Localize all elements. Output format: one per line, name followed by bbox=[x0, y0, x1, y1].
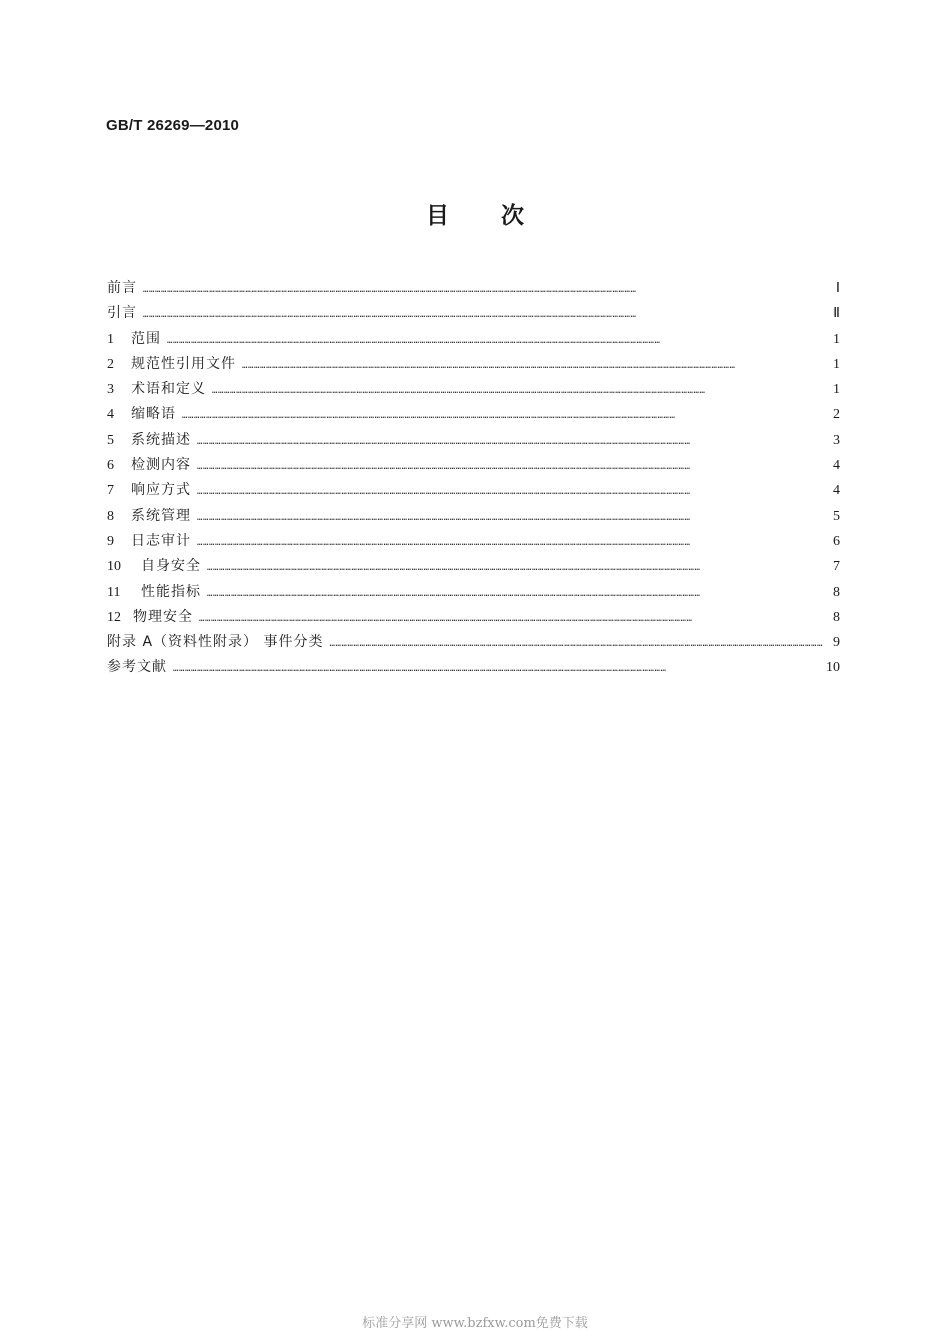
toc-entry-number: 3 bbox=[107, 382, 114, 398]
toc-leader-dots bbox=[199, 607, 828, 632]
toc-entry-number: 10 bbox=[107, 559, 121, 575]
toc-entry[interactable] bbox=[107, 352, 840, 377]
toc-entry-label: 前言 bbox=[107, 280, 137, 296]
toc-entry-number: 4 bbox=[107, 407, 114, 423]
toc-entry-number: 8 bbox=[107, 508, 114, 524]
toc-entry-label: 自身安全 bbox=[141, 558, 201, 575]
toc-entry-label: 系统描述 bbox=[131, 431, 191, 448]
toc-entry[interactable] bbox=[107, 655, 840, 680]
toc-entry-label: 规范性引用文件 bbox=[131, 355, 236, 372]
table-of-contents bbox=[107, 276, 840, 681]
toc-entry-page: 4 bbox=[833, 458, 840, 474]
toc-entry-label: 引言 bbox=[107, 305, 137, 322]
toc-entry-page: 2 bbox=[833, 407, 840, 423]
toc-entry-page: 8 bbox=[833, 609, 840, 625]
footer-watermark: 标准分享网 www.bzfxw.com免费下载 bbox=[362, 1316, 588, 1331]
document-code: GB/T 26269—2010 bbox=[106, 117, 240, 134]
toc-entry-page: 3 bbox=[833, 432, 840, 448]
toc-entry[interactable] bbox=[107, 554, 840, 579]
toc-entry-page: 4 bbox=[833, 483, 840, 499]
toc-entry[interactable] bbox=[107, 327, 840, 352]
toc-entry[interactable] bbox=[107, 529, 840, 554]
toc-leader-dots bbox=[329, 632, 828, 657]
toc-entry-label: 范围 bbox=[131, 330, 161, 347]
toc-leader-dots bbox=[167, 329, 828, 354]
toc-leader-dots bbox=[197, 531, 828, 556]
toc-entry-label: 系统管理 bbox=[131, 507, 191, 524]
toc-entry-number: 9 bbox=[107, 533, 114, 549]
toc-entry[interactable] bbox=[107, 276, 840, 301]
toc-entry-number: 2 bbox=[107, 356, 114, 372]
toc-entry-page: 8 bbox=[833, 584, 840, 600]
toc-entry-page: 6 bbox=[833, 533, 840, 549]
toc-entry[interactable] bbox=[107, 630, 840, 655]
toc-entry-page: Ⅱ bbox=[833, 306, 840, 322]
toc-entry-label: 响应方式 bbox=[131, 482, 191, 499]
toc-leader-dots bbox=[207, 582, 828, 607]
toc-entry[interactable] bbox=[107, 478, 840, 503]
toc-entry-label: 性能指标 bbox=[141, 583, 201, 600]
toc-entry[interactable] bbox=[107, 504, 840, 529]
toc-entry-page: Ⅰ bbox=[835, 281, 840, 296]
toc-entry[interactable] bbox=[107, 453, 840, 478]
toc-leader-dots bbox=[197, 506, 828, 531]
toc-entry[interactable] bbox=[107, 301, 840, 326]
toc-leader-dots bbox=[143, 303, 828, 328]
toc-entry-number: 11 bbox=[107, 584, 121, 600]
toc-entry-label: 缩略语 bbox=[131, 406, 176, 423]
toc-leader-dots bbox=[143, 278, 828, 303]
toc-entry-label: 参考文献 bbox=[107, 659, 167, 676]
toc-leader-dots bbox=[173, 657, 822, 682]
toc-leader-dots bbox=[212, 379, 828, 404]
toc-entry-number: 6 bbox=[107, 458, 114, 474]
toc-entry-number: 12 bbox=[107, 609, 121, 625]
toc-entry-label: 附录 A（资料性附录） 事件分类 bbox=[107, 634, 324, 651]
toc-entry-label: 术语和定义 bbox=[131, 381, 206, 398]
toc-entry[interactable] bbox=[107, 402, 840, 427]
toc-leader-dots bbox=[207, 556, 828, 581]
toc-leader-dots bbox=[242, 354, 828, 379]
toc-leader-dots bbox=[197, 455, 828, 480]
toc-entry[interactable] bbox=[107, 580, 840, 605]
toc-entry-page: 1 bbox=[833, 382, 840, 398]
toc-entry-number: 1 bbox=[107, 331, 114, 347]
toc-title-part2: 次 bbox=[501, 203, 524, 229]
toc-entry-page: 10 bbox=[826, 660, 840, 676]
toc-entry-page: 1 bbox=[833, 356, 840, 372]
toc-entry-label: 检测内容 bbox=[131, 457, 191, 474]
toc-leader-dots bbox=[197, 480, 828, 505]
toc-leader-dots bbox=[197, 430, 828, 455]
toc-entry[interactable] bbox=[107, 605, 840, 630]
toc-entry-page: 5 bbox=[833, 508, 840, 524]
toc-title-part1: 目 bbox=[426, 203, 449, 229]
toc-entry-number: 7 bbox=[107, 483, 114, 499]
toc-entry-page: 7 bbox=[833, 559, 840, 575]
toc-entry-number: 5 bbox=[107, 432, 114, 448]
toc-entry-page: 9 bbox=[833, 635, 840, 651]
toc-entry[interactable] bbox=[107, 377, 840, 402]
toc-leader-dots bbox=[182, 404, 828, 429]
toc-entry[interactable] bbox=[107, 428, 840, 453]
toc-entry-label: 物理安全 bbox=[133, 608, 193, 625]
toc-entry-label: 日志审计 bbox=[131, 532, 191, 549]
toc-title bbox=[0, 197, 950, 230]
toc-entry-page: 1 bbox=[833, 331, 840, 347]
